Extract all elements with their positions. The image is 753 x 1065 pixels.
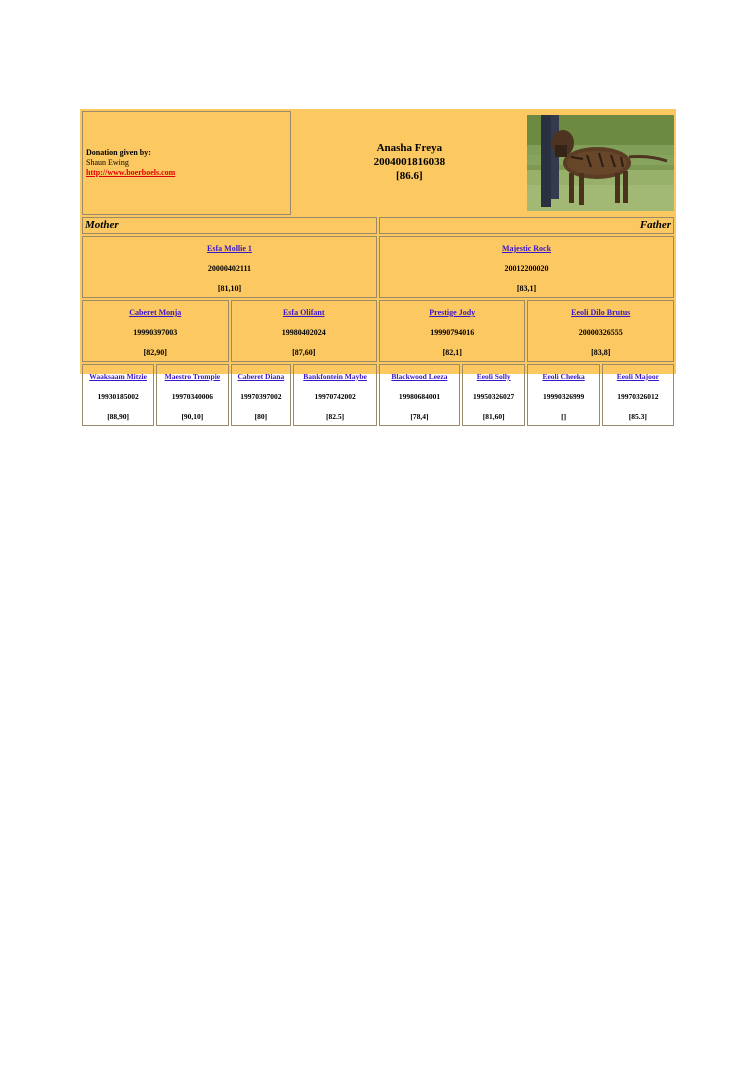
great-grandparent-registration: 19980684001 <box>398 392 441 401</box>
father-side-label: Father <box>379 217 674 234</box>
great-grandparent-name-link[interactable]: Eeoli Solly <box>476 372 511 381</box>
great-grandparent-cell <box>156 364 228 426</box>
pedigree-panel <box>80 109 676 421</box>
great-grandparent-name-link[interactable]: Maestro Trompie <box>164 372 221 381</box>
great-grandparent-cell <box>231 364 292 426</box>
great-grandparent-cell <box>527 364 599 426</box>
dog-info-cell <box>293 111 525 215</box>
great-grandparent-registration: 19970326012 <box>617 392 659 401</box>
mother-side-label: Mother <box>82 217 377 234</box>
parent-name-link[interactable]: Majestic Rock <box>501 244 552 253</box>
donation-cell <box>82 111 291 215</box>
grandparent-score: [83,8] <box>591 348 611 357</box>
great-grandparent-cell <box>82 364 154 426</box>
great-grandparent-registration: 19970397002 <box>240 392 282 401</box>
great-grandparent-score: [] <box>561 412 567 421</box>
great-grandparent-registration: 19970742002 <box>314 392 356 401</box>
grandparent-name-link[interactable]: Caberet Monja <box>129 308 182 317</box>
photo-cell <box>527 111 674 215</box>
grandparent-name-link[interactable]: Eeoli Dilo Brutus <box>571 308 631 317</box>
parent-score: [81,10] <box>217 284 242 293</box>
grandparent-cell <box>527 300 674 362</box>
great-grandparent-name-link[interactable]: Caberet Diana <box>237 372 285 381</box>
grandparent-name-link[interactable]: Esfa Olifant <box>282 308 325 317</box>
great-grandparent-name-link[interactable]: Eeoli Cheeka <box>542 372 585 381</box>
pedigree-table <box>80 109 676 428</box>
great-grandparent-score: [80] <box>254 412 268 421</box>
grandparent-score: [82,90] <box>143 348 167 357</box>
parent-score: [83,1] <box>516 284 537 293</box>
grandparent-registration: 19990397003 <box>133 328 178 337</box>
great-grandparent-registration: 19950326027 <box>473 392 515 401</box>
donor-website-link[interactable]: http://www.boerboels.com <box>86 168 176 177</box>
dog-name: Anasha Freya <box>376 142 443 155</box>
grandparent-cell <box>231 300 377 362</box>
grandparent-registration: 19980402024 <box>281 328 326 337</box>
great-grandparent-cell <box>462 364 526 426</box>
parent-name-link[interactable]: Esfa Mollie 1 <box>207 244 252 253</box>
great-grandparent-registration: 19970340006 <box>171 392 213 401</box>
great-grandparent-name-link[interactable]: Waaksaam Mitzie <box>89 372 147 381</box>
great-grandparent-name-link[interactable]: Blackwood Leeza <box>391 372 448 381</box>
great-grandparent-score: [81,60] <box>482 412 505 421</box>
grandparent-registration: 19990794016 <box>430 328 475 337</box>
dog-score: [86.6] <box>396 169 423 182</box>
great-grandparent-cell <box>379 364 460 426</box>
great-grandparent-cell <box>293 364 377 426</box>
donation-label: Donation given by: <box>86 148 151 157</box>
parent-father <box>379 236 674 298</box>
grandparent-cell <box>82 300 229 362</box>
great-grandparent-registration: 19930185002 <box>97 392 139 401</box>
grandparent-name-link[interactable]: Prestige Jody <box>429 308 476 317</box>
great-grandparent-score: [78,4] <box>410 412 429 421</box>
parent-registration: 20012200020 <box>504 264 549 273</box>
great-grandparent-score: [85.3] <box>628 412 647 421</box>
donor-name: Shaun Ewing <box>86 158 129 167</box>
great-grandparent-name-link[interactable]: Eeoli Majoor <box>616 372 659 381</box>
great-grandparent-registration: 19990326999 <box>542 392 585 401</box>
great-grandparent-score: [82.5] <box>326 412 345 421</box>
great-grandparent-score: [88,90] <box>107 412 130 421</box>
dog-photo <box>527 115 674 211</box>
grandparent-score: [87,60] <box>292 348 316 357</box>
great-grandparent-cell <box>602 364 674 426</box>
grandparent-registration: 20000326555 <box>578 328 623 337</box>
parent-registration: 20000402111 <box>207 264 252 273</box>
parent-mother <box>82 236 377 298</box>
grandparent-cell <box>379 300 525 362</box>
great-grandparent-name-link[interactable]: Bankfontein Maybe <box>303 372 367 381</box>
great-grandparent-score: [90,10] <box>181 412 204 421</box>
grandparent-score: [82,1] <box>442 348 462 357</box>
dog-registration: 2004001816038 <box>373 156 446 169</box>
